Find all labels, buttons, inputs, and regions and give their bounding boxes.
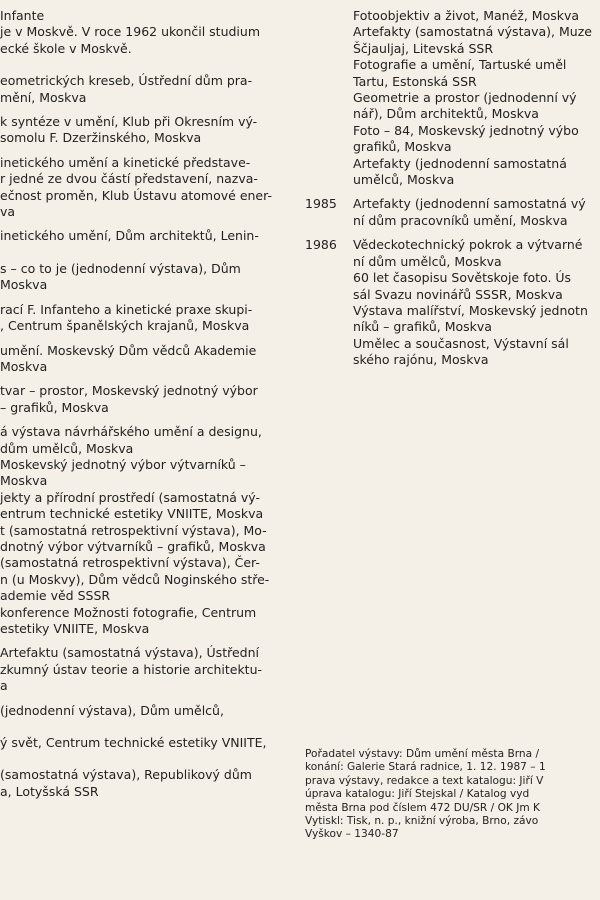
- text-line: , Centrum španělských krajanů, Moskva: [0, 318, 250, 334]
- exhibition-entry: [0, 155, 290, 221]
- entry-spacer: [0, 416, 290, 424]
- year-exhibitions: [353, 8, 600, 188]
- text-line: umění. Moskevský Dům vědců Akademie: [0, 342, 257, 358]
- text-line: Ščjauljaj, Litevská SSR: [353, 40, 494, 56]
- text-line: inetického umění, Dům architektů, Lenin-: [0, 228, 259, 244]
- exhibition-entry: [0, 383, 290, 416]
- colophon: [305, 748, 600, 842]
- exhibition-entry: [0, 228, 290, 244]
- colophon-line: konání: Galerie Stará radnice, 1. 12. 1987 – 1: [305, 761, 546, 774]
- text-line: mění, Moskva: [0, 89, 87, 105]
- text-line: grafiků, Moskva: [353, 139, 452, 155]
- text-line: jekty a přírodní prostředí (samostatná vý-: [0, 489, 260, 505]
- text-line: somolu F. Dzeržinského, Moskva: [0, 130, 202, 146]
- text-line: níků – grafiků, Moskva: [353, 319, 492, 335]
- text-line: nář), Dům architektů, Moskva: [353, 106, 539, 122]
- text-line: Geometrie a prostor (jednodenní vý: [353, 90, 577, 106]
- exhibition-entry: [0, 645, 290, 694]
- entry-spacer: [0, 220, 290, 228]
- entry-spacer: [0, 719, 290, 735]
- text-line: Fotoobjektiv a život, Manéž, Moskva: [353, 8, 580, 23]
- text-line: konference Možnosti fotografie, Centrum: [0, 604, 257, 620]
- entry-spacer: [305, 229, 600, 237]
- text-line: inetického umění a kinetické představe-: [0, 154, 251, 170]
- text-line: t (samostatná retrospektivní výstava), Mo-: [0, 522, 267, 538]
- text-line: Moskva: [0, 358, 48, 374]
- entry-spacer: [0, 335, 290, 343]
- year-label: 1986: [305, 237, 337, 253]
- exhibition-entry: [0, 302, 290, 335]
- text-line: estetiky VNIITE, Moskva: [0, 621, 150, 636]
- exhibition-entry: [0, 735, 290, 751]
- text-line: dům umělců, Moskva: [0, 440, 134, 456]
- exhibition-entry: [0, 114, 290, 147]
- text-line: dnotný výbor výtvarníků – grafiků, Moskva: [0, 538, 266, 554]
- exhibition-entry: [0, 8, 290, 57]
- text-line: Moskevský jednotný výbor výtvarníků –: [0, 456, 246, 472]
- text-line: 60 let časopisu Sovětskoje foto. Ús: [353, 270, 572, 286]
- text-line: zkumný ústav teorie a historie architektu-: [0, 661, 263, 677]
- year-entry: [305, 196, 600, 229]
- text-line: Infante: [0, 8, 45, 23]
- text-line: (jednodenní výstava), Dům umělců,: [0, 702, 224, 718]
- text-line: Fotografie a umění, Tartuské uměl: [353, 57, 567, 73]
- text-line: Foto – 84, Moskevský jednotný výbo: [353, 122, 579, 138]
- colophon-line: Vytiskl: Tisk, n. p., knižní výroba, Brno, závo: [305, 815, 539, 828]
- text-line: entrum technické estetiky VNIITE, Moskva: [0, 506, 264, 522]
- entry-spacer: [0, 375, 290, 383]
- text-line: – grafiků, Moskva: [0, 399, 109, 415]
- text-line: ý svět, Centrum technické estetiky VNIITE,: [0, 735, 267, 751]
- year-entry: [305, 8, 600, 188]
- text-line: Umělec a současnost, Výstavní sál: [353, 335, 569, 351]
- text-line: n (u Moskvy), Dům vědců Noginského stře-: [0, 571, 270, 587]
- right-column: [305, 8, 600, 369]
- text-line: tvar – prostor, Moskevský jednotný výbor: [0, 383, 258, 399]
- left-column: [0, 8, 290, 800]
- text-line: á výstava návrhářského umění a designu,: [0, 424, 262, 440]
- text-line: a: [0, 678, 8, 694]
- text-line: ského rajónu, Moskva: [353, 352, 489, 368]
- entry-spacer: [0, 57, 290, 73]
- text-line: (samostatná retrospektivní výstava), Čer-: [0, 555, 260, 571]
- text-line: Moskva: [0, 473, 48, 489]
- text-line: ní dům pracovníků umění, Moskva: [353, 212, 568, 228]
- year-exhibitions: [353, 196, 600, 229]
- colophon-line: Pořadatel výstavy: Dům umění města Brna /: [305, 748, 540, 760]
- exhibition-entry: [0, 424, 290, 637]
- entry-spacer: [0, 294, 290, 302]
- text-line: s – co to je (jednodenní výstava), Dům: [0, 260, 241, 276]
- entry-spacer: [0, 695, 290, 703]
- text-line: umělců, Moskva: [353, 172, 455, 188]
- year-label: 1985: [305, 196, 337, 212]
- colophon-line: prava výstavy, redakce a text katalogu: Jiří V: [305, 774, 544, 787]
- year-label: [305, 8, 353, 188]
- entry-spacer: [0, 751, 290, 767]
- entry-spacer: [0, 637, 290, 645]
- text-line: k syntéze v umění, Klub při Okresním vý-: [0, 114, 258, 130]
- text-line: Artefakty (samostatná výstava), Muze: [353, 24, 592, 40]
- year-entry: [305, 237, 600, 368]
- text-line: Artefakty (jednodenní samostatná vý: [353, 196, 586, 212]
- text-line: Výstava malířství, Moskevský jednotn: [353, 302, 588, 318]
- colophon-line: úprava katalogu: Jiří Stejskal / Katalog vyd: [305, 788, 530, 801]
- colophon-line: Vyškov – 1340-87: [305, 828, 399, 841]
- exhibition-entry: [0, 703, 290, 719]
- text-line: (samostatná výstava), Republikový dům: [0, 767, 252, 783]
- entry-spacer: [0, 245, 290, 261]
- text-line: ecké škole v Moskvě.: [0, 40, 132, 56]
- text-line: ečnost proměn, Klub Ústavu atomové ener-: [0, 187, 272, 203]
- exhibition-entry: [0, 261, 290, 294]
- exhibition-entry: [0, 73, 290, 106]
- text-line: rací F. Infanteho a kinetické praxe skupi-: [0, 301, 253, 317]
- exhibition-entry: [0, 343, 290, 376]
- text-line: Artefakty (jednodenní samostatná: [353, 155, 567, 171]
- entry-spacer: [305, 188, 600, 196]
- exhibition-entry: [0, 767, 290, 800]
- text-line: ní dům umělců, Moskva: [353, 253, 502, 269]
- text-line: Tartu, Estonská SSR: [353, 73, 477, 89]
- text-line: r jedné ze dvou částí představení, nazva-: [0, 171, 258, 187]
- text-line: Moskva: [0, 277, 48, 293]
- text-line: je v Moskvě. V roce 1962 ukončil studium: [0, 24, 261, 40]
- text-line: sál Svazu novinářů SSSR, Moskva: [353, 286, 563, 302]
- text-line: eometrických kreseb, Ústřední dům pra-: [0, 73, 253, 89]
- entry-spacer: [0, 106, 290, 114]
- year-exhibitions: [353, 237, 600, 368]
- text-line: ademie věd SSSR: [0, 588, 111, 604]
- text-line: Vědeckotechnický pokrok a výtvarné: [353, 237, 583, 253]
- entry-spacer: [0, 147, 290, 155]
- text-line: a, Lotyšská SSR: [0, 783, 99, 799]
- text-line: Artefaktu (samostatná výstava), Ústřední: [0, 645, 259, 661]
- colophon-line: města Brna pod číslem 472 DU/SR / OK Jm K: [305, 801, 540, 814]
- text-line: va: [0, 204, 16, 220]
